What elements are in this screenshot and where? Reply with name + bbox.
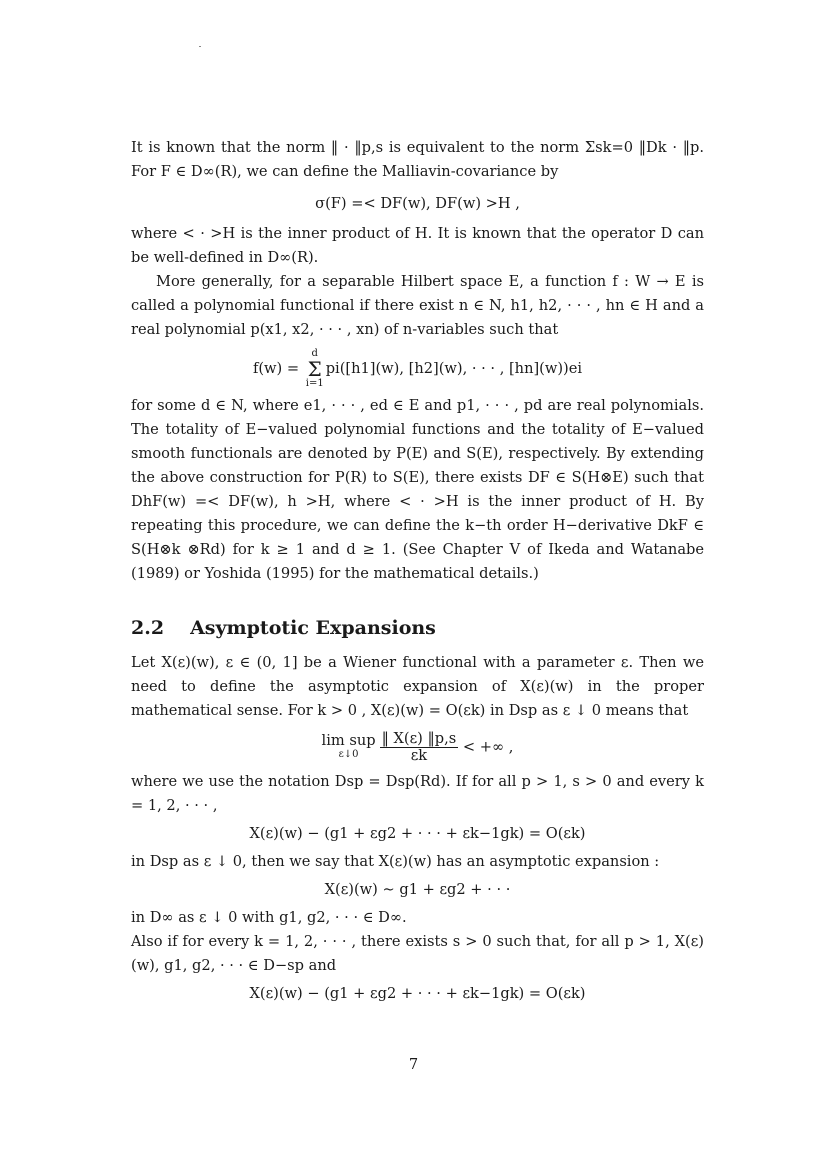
body-bottom	[131, 651, 704, 1006]
equation-asymptotic-series: X(ε)(w) ∼ g1 + εg2 + · · ·	[324, 881, 511, 898]
equation-polynomial-functional	[131, 348, 704, 390]
fraction-denominator: εk	[410, 747, 428, 764]
fraction-numerator: ‖ X(ε) ‖p,s	[381, 730, 457, 747]
equation-expansion-remainder-2: X(ε)(w) − (g1 + εg2 + · · · + εk−1gk) = O(εk)	[249, 985, 586, 1002]
paragraph-notation: where we use the notation Dsp = Dsp(Rd). If for all p > 1, s > 0 and every k = 1, 2, · · · ,	[131, 773, 704, 814]
limsup-operator: lim sup ε↓0	[321, 731, 376, 760]
section-heading	[131, 617, 436, 639]
limsup-fraction	[380, 731, 459, 764]
equation-malliavin-covariance: σ(F) =< DF(w), DF(w) >H ,	[315, 195, 520, 212]
section-number: 2.2	[131, 617, 165, 639]
equation-expansion-remainder: X(ε)(w) − (g1 + εg2 + · · · + εk−1gk) = O(εk)	[249, 825, 586, 842]
equation-f-rhs: pi([h1](w), [h2](w), · · · , [hn](w))ei	[325, 360, 583, 377]
page-number: 7	[408, 1056, 419, 1073]
paragraph-wiener-functional: Let X(ε)(w), ε ∈ (0, 1] be a Wiener functional with a parameter ε. Then we need to define the asymptotic expansion of X(ε)(w) in the proper mathematical sense. For k > 0 , X(ε)(w) = O(εk) in Dsp as ε ↓ 0 means that	[131, 654, 704, 719]
paragraph-polynomial-functional: More generally, for a separable Hilbert space E, a function f : W → E is called a polynomial functional if there exist n ∈ N, h1, h2, · · · , hn ∈ H and a real polynomial p(x1, x2, · · · , xn) of n-variables such that	[131, 273, 704, 338]
equation-f-lhs: f(w) =	[252, 360, 304, 377]
paragraph-asymptotic-definition: in Dsp as ε ↓ 0, then we say that X(ε)(w) has an asymptotic expansion :	[131, 853, 660, 870]
paragraph-smooth-functionals: for some d ∈ N, where e1, · · · , ed ∈ E and p1, · · · , pd are real polynomials. The totality of E−valued polynomial functions and the totality of E−valued smooth functionals are denoted by P(E) and S(E), respectively. By extending the above construction for P(R) to S(E), there exists DF ∈ S(H⊗E) such that DhF(w) =< DF(w), h >H, where < · >H is the inner product of H. By repeating this procedure, we can define the k−th order H−derivative DkF ∈ S(H⊗k ⊗Rd) for k ≥ 1 and d ≥ 1. (See Chapter V of Ikeda and Watanabe (1989) or Yoshida (1995) for the mathematical details.)	[131, 397, 704, 582]
paragraph-norm-equivalence: It is known that the norm ‖ · ‖p,s is equivalent to the norm Σsk=0 ‖Dk · ‖p. For F ∈ D∞(R), we can define the Malliavin-covariance by	[131, 139, 704, 180]
paragraph-inner-product: where < · >H is the inner product of H. It is known that the operator D can be well-defined in D∞(R).	[131, 225, 704, 266]
section-title: Asymptotic Expansions	[190, 617, 436, 639]
limsup-rhs: < +∞ ,	[458, 738, 514, 756]
summation-symbol: d Σ i=1	[305, 348, 324, 389]
scan-mark	[199, 46, 201, 47]
equation-limsup	[131, 731, 704, 764]
paragraph-d-infinity: in D∞ as ε ↓ 0 with g1, g2, · · · ∈ D∞.	[131, 909, 407, 926]
limsup-subscript: ε↓0	[338, 748, 359, 760]
sum-lower-limit: i=1	[305, 378, 324, 389]
body-top	[131, 136, 704, 586]
paragraph-negative-order: Also if for every k = 1, 2, · · · , there exists s > 0 such that, for all p > 1, X(ε)(w), g1, g2, · · · ∈ D−sp and	[131, 933, 704, 974]
sum-upper-limit: d	[311, 348, 318, 359]
